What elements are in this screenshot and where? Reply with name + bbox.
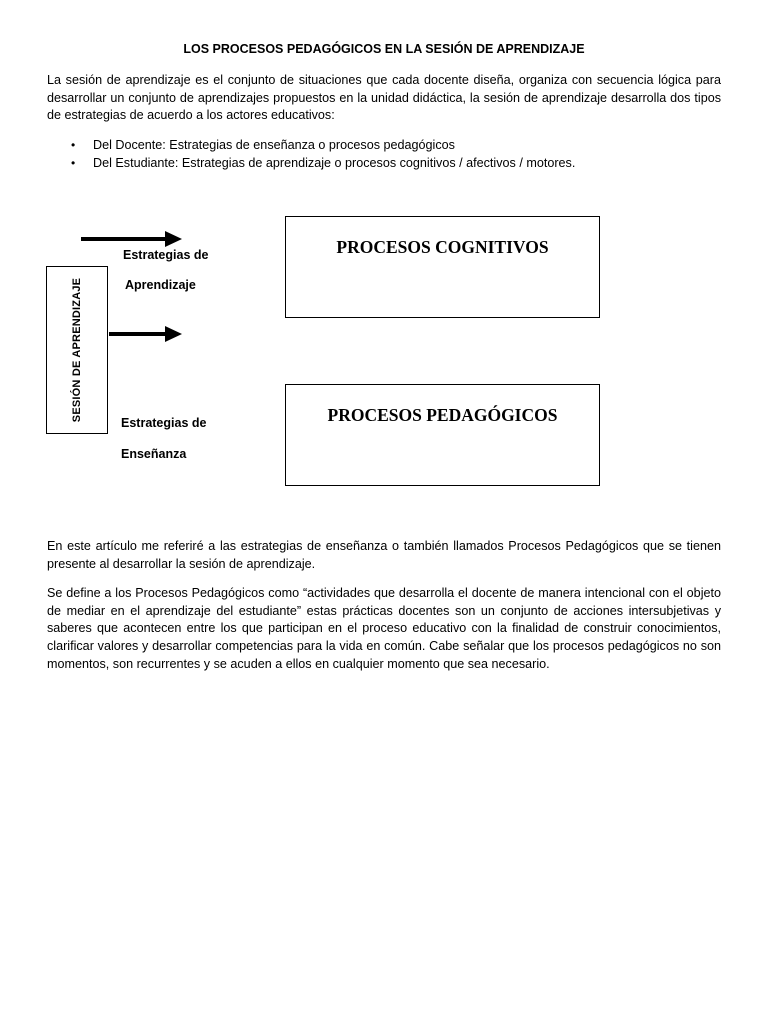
- article-paragraph: En este artículo me referiré a las estrategias de enseñanza o también llamados Procesos Pedagógicos que se tienen presente al desarrollar la sesión de aprendizaje.: [47, 539, 721, 571]
- definition-paragraph: Se define a los Procesos Pedagógicos como “actividades que desarrolla el docente de manera intencional con el objeto de mediar en el aprendizaje del estudiante” estas prácticas docentes son un conjunto de acciones intersubjetivas y saberes que acontecen entre los que participan en el proceso educativo con la finalidad de construir conocimientos, clarificar valores y desarrollar competencias para la vida en común. Cabe señalar que los procesos pedagógicos no son momentos, son recurrentes y se acuden a ellos en cualquier momento que sea necesario.: [47, 586, 721, 671]
- bullet-icon: •: [71, 138, 76, 152]
- cognitive-processes-title: PROCESOS COGNITIVOS: [336, 237, 549, 257]
- cognitive-processes-box: [285, 216, 600, 318]
- list-item: [47, 155, 721, 173]
- learning-strategies-label-2: Aprendizaje: [125, 278, 196, 292]
- pedagogical-processes-box: [285, 384, 600, 486]
- bullet-icon: •: [71, 155, 76, 170]
- learning-strategies-label: Estrategias de: [123, 248, 209, 262]
- arrow-right-icon: [109, 325, 183, 343]
- teaching-strategies-label-2: Enseñanza: [121, 447, 187, 461]
- intro-paragraph: La sesión de aprendizaje es el conjunto de situaciones que cada docente diseña, organiza con secuencia lógica para desarrollar un conjunto de aprendizajes propuestos en la unidad didáctica, la sesión de aprendizaje desarrolla dos tipos de estrategias de acuerdo a los actores educativos:: [47, 73, 721, 123]
- session-label: SESIÓN DE APRENDIZAJE: [71, 277, 83, 423]
- teaching-strategies-label: Estrategias de: [121, 416, 207, 430]
- arrow-right-icon: [81, 230, 183, 248]
- list-item-text: Del Estudiante: Estrategias de aprendizaje o procesos cognitivos / afectivos / motores.: [93, 155, 576, 170]
- list-item-text: Del Docente: Estrategias de enseñanza o procesos pedagógicos: [93, 138, 455, 152]
- pedagogical-processes-title: PROCESOS PEDAGÓGICOS: [327, 405, 558, 425]
- strategy-list: [47, 137, 721, 172]
- document-title: LOS PROCESOS PEDAGÓGICOS EN LA SESIÓN DE APRENDIZAJE: [183, 42, 585, 56]
- list-item: [47, 137, 721, 155]
- session-box: [46, 266, 108, 434]
